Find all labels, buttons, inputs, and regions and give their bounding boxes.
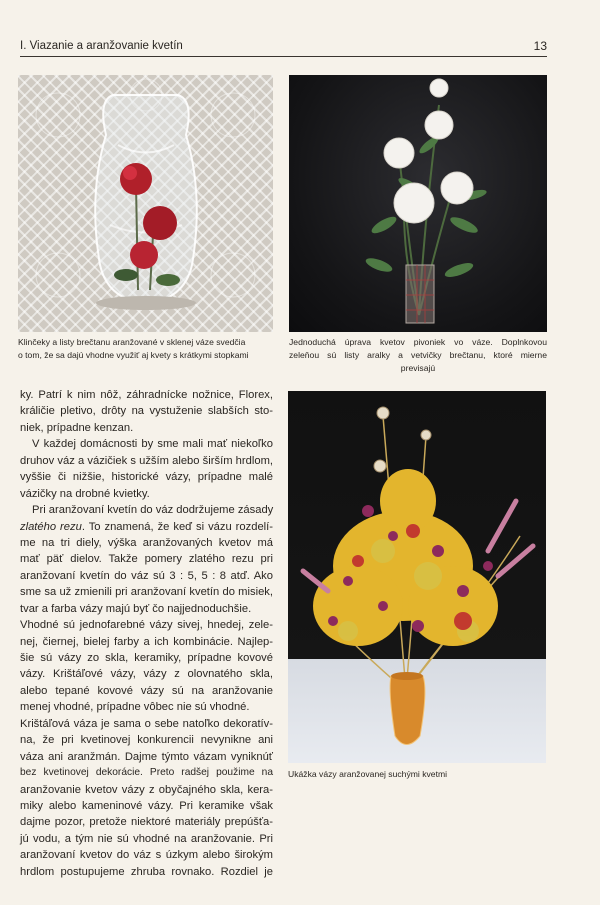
text-line: nej, čiernej, bielej farby a ich kombinácie. Najlep- xyxy=(20,635,273,648)
chapter-title: I. Viazanie a aranžovanie kvetín xyxy=(20,40,183,52)
text-line: miky alebo kameninové vázy. Pri keramike však xyxy=(20,799,273,812)
text-line: aranžovaní kvetov do váz s úzkym alebo širokým xyxy=(20,849,273,862)
text-line: vyššie či nižšie, historické vázy, prípadne malé xyxy=(20,471,273,484)
text-fragment: . To znamená, že keď si vázu rozdelí- xyxy=(81,520,273,533)
caption-carnations xyxy=(18,336,280,362)
caption-line: previsajú xyxy=(400,363,436,373)
text-line: V každej domácnosti by sme mali mať niekoľko xyxy=(32,438,273,451)
text-line: šie sú vázy zo skla, keramiky, prípadne kovové xyxy=(20,652,273,664)
text-line: hrdlom postupujeme zhruba rovnako. Rozdiel je xyxy=(20,865,273,878)
carnations-illustration xyxy=(18,75,273,332)
text-line: menej vhodné, prípadne vôbec nie sú vhodné. xyxy=(20,701,250,714)
text-line: dajme pozor, pretože niektoré materiály prepúšťa- xyxy=(20,816,273,829)
text-line: Pri aranžovaní kvetín do váz dodržujeme zásady xyxy=(32,504,274,517)
caption-peonies xyxy=(289,336,547,375)
text-line: aranžovaní kvetín do váz sú 3 : 5, 5 : 8 atď. Ako xyxy=(20,569,273,582)
text-line: vázičky na drobné kvietky. xyxy=(20,487,150,500)
photo-peonies-vase xyxy=(289,75,547,332)
dried-flowers-illustration xyxy=(288,391,546,763)
photo-dried-flowers-vase xyxy=(288,391,546,763)
caption-line: Klinčeky a listy brečtanu aranžované v sklenej váze svedčia xyxy=(18,337,246,347)
text-line: me na tri diely, výška aranžovaných kvetov má xyxy=(20,536,273,549)
text-line: niek, prípadne kenzan. xyxy=(20,421,134,434)
text-line: váza ani aranžmán. Dajme týmto vázam vyniknúť xyxy=(20,750,273,763)
text-line: Krištáľová váza je sama o sebe natoľko dekoratív- xyxy=(20,717,273,730)
text-line: sme sa už zmienili pri aranžovaní kvetín do misiek, xyxy=(20,586,273,599)
text-line: ky. Patrí k nim nôž, záhradnícke nožnice, Florex, xyxy=(20,389,273,401)
page-header xyxy=(20,38,547,57)
text-line: bez kvetinovej dekorácie. Preto radšej použime na xyxy=(20,767,273,779)
text-line: alebo tepané kovové vázy sú na aranžovanie xyxy=(20,684,273,697)
caption-line: Jednoduchá úprava kvetov pivoniek vo váze. Doplnkovou xyxy=(289,337,547,347)
page-number: 13 xyxy=(533,39,547,53)
text-line: tvar a farba vázy majú byť čo najjednoduchšie. xyxy=(20,602,252,615)
body-text xyxy=(20,387,273,880)
text-line xyxy=(20,519,273,535)
photo-carnations-glass-vase xyxy=(18,75,273,332)
text-line: jú vodu, a tým nie sú vhodné na aranžovanie. Pri xyxy=(20,832,273,845)
text-line: vázy. Krištáľové vázy, vázy z olovnatého skla, xyxy=(20,668,273,681)
text-line: aranžovanie kvetov vázy z obyčajného skla, kera- xyxy=(20,783,273,796)
caption-dried-flowers: Ukážka vázy aranžovanej suchými kvetmi xyxy=(288,769,448,779)
text-line: na, že pri kvetinovej konkurencii nevynikne ani xyxy=(20,734,273,747)
caption-line: zeleňou sú listy aralky a vetvičky brečtanu, ktoré mierne xyxy=(289,350,547,360)
text-line: Vhodné sú jednofarebné vázy sivej, hnedej, zele- xyxy=(20,619,273,632)
text-line: králičie pletivo, drôty na vystuženie slabších sto- xyxy=(20,405,273,418)
text-line: mať päť dielov. Takže pomery zlatého rezu pri xyxy=(20,553,273,566)
caption-line: o tom, že sa dajú vhodne využiť aj kvety s krátkymi stopkami xyxy=(18,350,249,360)
emphasis-golden-ratio: zlatého rezu xyxy=(20,520,82,533)
text-line: druhov váz a vázičiek s užším alebo širším hrdlom, xyxy=(20,454,273,467)
peonies-illustration xyxy=(289,75,547,332)
